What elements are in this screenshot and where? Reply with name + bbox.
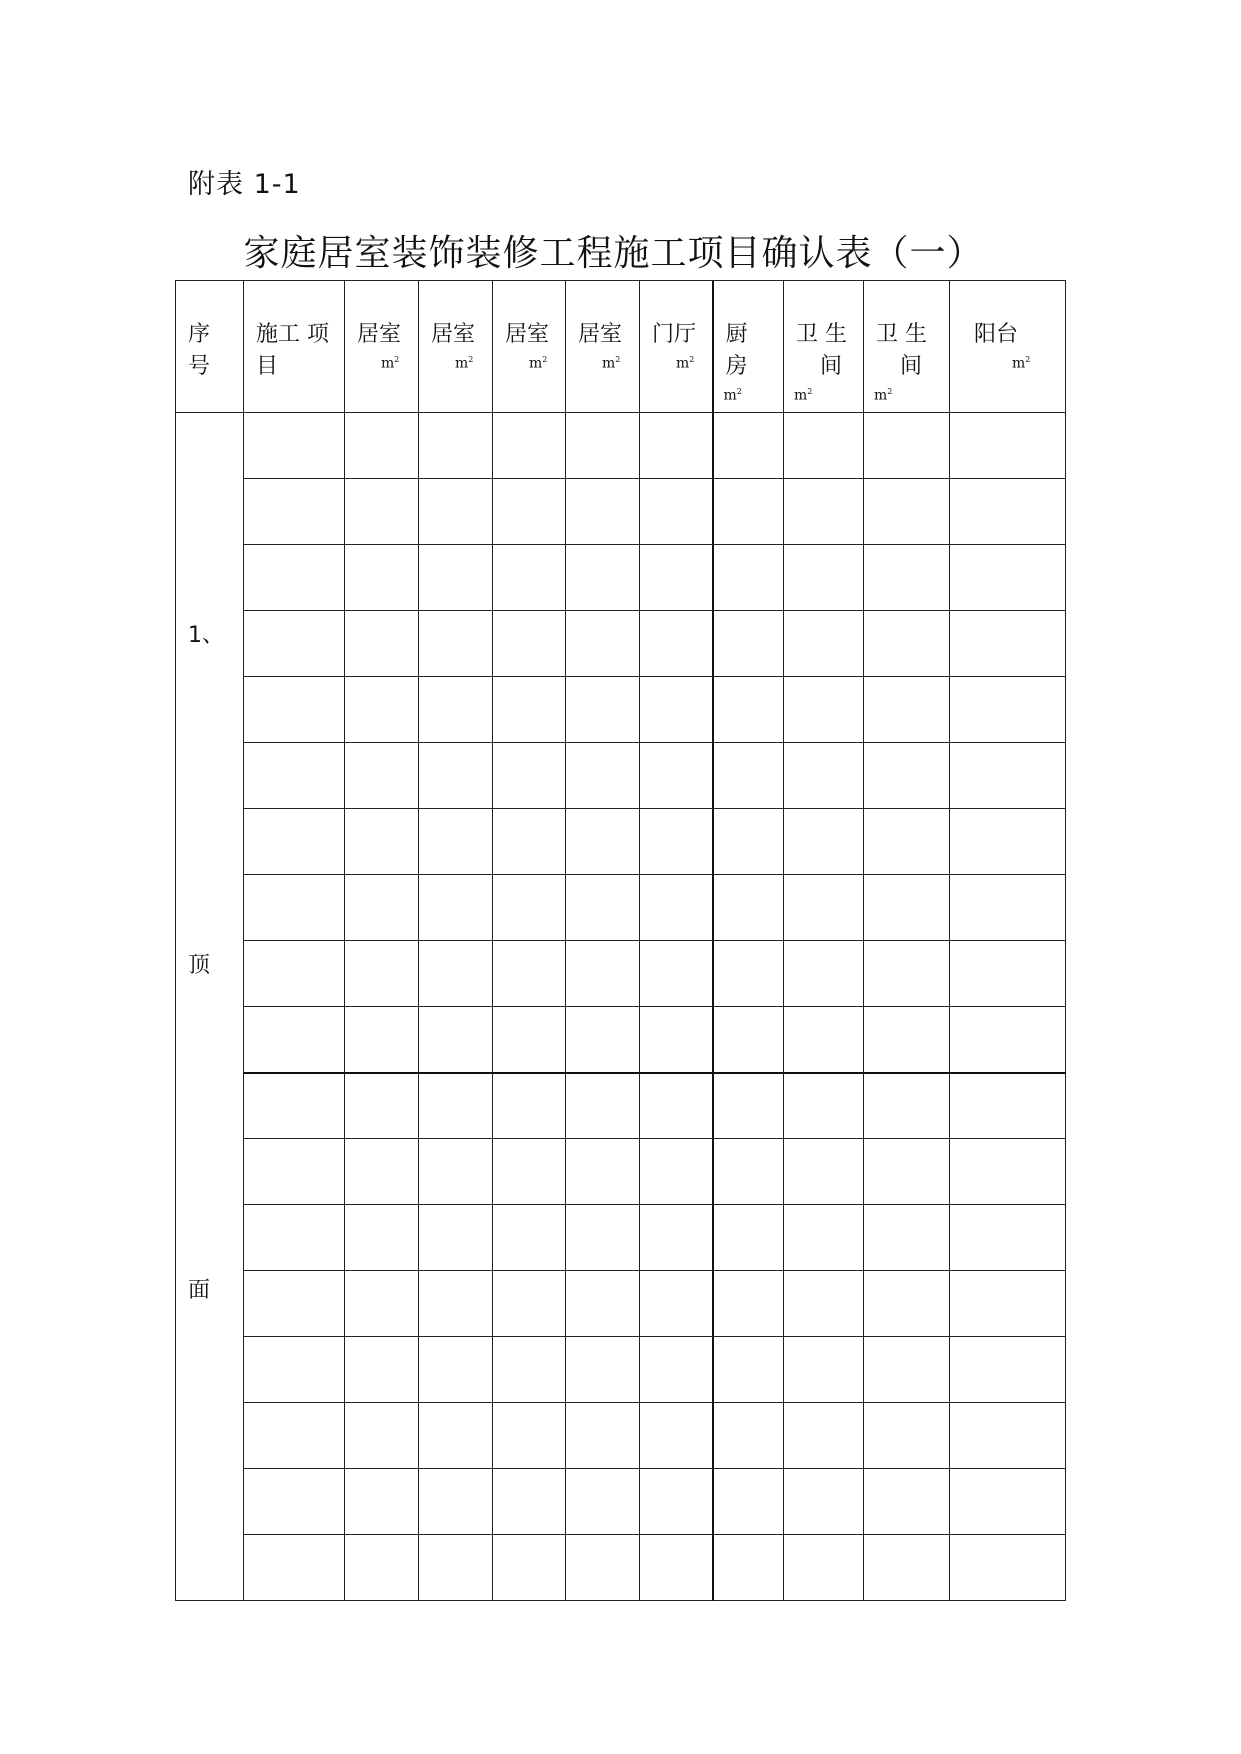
quantity-cell[interactable] [864, 1337, 950, 1403]
quantity-cell[interactable] [784, 875, 864, 941]
quantity-cell[interactable] [784, 1139, 864, 1205]
quantity-cell[interactable] [784, 809, 864, 875]
item-cell[interactable] [244, 941, 345, 1007]
quantity-cell[interactable] [640, 545, 713, 611]
quantity-cell[interactable] [640, 611, 713, 677]
quantity-cell[interactable] [864, 1139, 950, 1205]
table-row [176, 1073, 1066, 1139]
confirmation-table [175, 280, 1066, 1601]
quantity-cell[interactable] [950, 1139, 1066, 1205]
quantity-cell[interactable] [713, 479, 784, 545]
quantity-cell[interactable] [713, 1469, 784, 1535]
quantity-cell[interactable] [345, 1271, 419, 1337]
quantity-cell[interactable] [345, 875, 419, 941]
quantity-cell[interactable] [713, 1337, 784, 1403]
table-row [176, 1271, 1066, 1337]
quantity-cell[interactable] [864, 479, 950, 545]
quantity-cell[interactable] [640, 1007, 713, 1073]
quantity-cell[interactable] [493, 479, 566, 545]
quantity-cell[interactable] [864, 1205, 950, 1271]
quantity-cell[interactable] [864, 941, 950, 1007]
quantity-cell[interactable] [950, 1469, 1066, 1535]
item-cell[interactable] [244, 1205, 345, 1271]
quantity-cell[interactable] [713, 1271, 784, 1337]
table-row [176, 1535, 1066, 1601]
quantity-cell[interactable] [950, 413, 1066, 479]
table-row [176, 1139, 1066, 1205]
quantity-cell[interactable] [419, 1337, 493, 1403]
page-title [0, 225, 1241, 276]
quantity-cell[interactable] [345, 413, 419, 479]
quantity-cell[interactable] [419, 1403, 493, 1469]
quantity-cell[interactable] [493, 875, 566, 941]
quantity-cell[interactable] [640, 1271, 713, 1337]
quantity-cell[interactable] [345, 1337, 419, 1403]
quantity-cell[interactable] [713, 875, 784, 941]
item-cell[interactable] [244, 743, 345, 809]
item-cell[interactable] [244, 1469, 345, 1535]
header-balcony: 阳台 $m^2$ [950, 281, 1066, 413]
quantity-cell[interactable] [950, 1337, 1066, 1403]
quantity-cell[interactable] [345, 743, 419, 809]
quantity-cell[interactable] [419, 1073, 493, 1139]
section-char-2: 面 [188, 1278, 211, 1303]
unit-label: $m^2$ [455, 355, 474, 372]
quantity-cell[interactable] [566, 1205, 640, 1271]
appendix-label: 附表 1-1 [188, 169, 301, 200]
quantity-cell[interactable] [640, 875, 713, 941]
quantity-cell[interactable] [864, 1271, 950, 1337]
quantity-cell[interactable] [566, 611, 640, 677]
table-row [176, 1337, 1066, 1403]
quantity-cell[interactable] [784, 413, 864, 479]
item-cell[interactable] [244, 1535, 345, 1601]
quantity-cell[interactable] [864, 1403, 950, 1469]
quantity-cell[interactable] [640, 1403, 713, 1469]
quantity-cell[interactable] [566, 809, 640, 875]
quantity-cell[interactable] [566, 1139, 640, 1205]
header-room-2: 居室 $m^2$ [419, 281, 493, 413]
quantity-cell[interactable] [419, 743, 493, 809]
quantity-cell[interactable] [345, 479, 419, 545]
item-cell[interactable] [244, 545, 345, 611]
unit-label: $m^2$ [794, 387, 813, 404]
quantity-cell[interactable] [640, 1337, 713, 1403]
quantity-cell[interactable] [950, 1205, 1066, 1271]
quantity-cell[interactable] [345, 611, 419, 677]
quantity-cell[interactable] [950, 941, 1066, 1007]
table-row [176, 545, 1066, 611]
quantity-cell[interactable] [950, 875, 1066, 941]
quantity-cell[interactable] [419, 1205, 493, 1271]
unit-label: $m^2$ [529, 355, 548, 372]
quantity-cell[interactable] [493, 1469, 566, 1535]
table-row [176, 413, 1066, 479]
quantity-cell[interactable] [713, 1007, 784, 1073]
quantity-cell[interactable] [784, 479, 864, 545]
quantity-cell[interactable] [713, 743, 784, 809]
quantity-cell[interactable] [713, 545, 784, 611]
header-bathroom-1: 卫 生 间 $m^2$ [784, 281, 864, 413]
quantity-cell[interactable] [345, 1073, 419, 1139]
quantity-cell[interactable] [784, 941, 864, 1007]
table-row [176, 875, 1066, 941]
quantity-cell[interactable] [419, 413, 493, 479]
quantity-cell[interactable] [566, 941, 640, 1007]
unit-label: $m^2$ [1012, 355, 1031, 372]
quantity-cell[interactable] [493, 1403, 566, 1469]
quantity-cell[interactable] [566, 1007, 640, 1073]
quantity-cell[interactable] [419, 545, 493, 611]
header-seq: 序 号 [176, 281, 244, 413]
quantity-cell[interactable] [640, 479, 713, 545]
quantity-cell[interactable] [713, 1403, 784, 1469]
quantity-cell[interactable] [864, 611, 950, 677]
table-row [176, 1469, 1066, 1535]
quantity-cell[interactable] [713, 941, 784, 1007]
item-cell[interactable] [244, 479, 345, 545]
quantity-cell[interactable] [493, 677, 566, 743]
item-cell[interactable] [244, 1007, 345, 1073]
section-number: 1、 [188, 623, 224, 648]
table-row [176, 809, 1066, 875]
header-row [176, 281, 1066, 413]
quantity-cell[interactable] [566, 1469, 640, 1535]
item-cell[interactable] [244, 611, 345, 677]
quantity-cell[interactable] [640, 1535, 713, 1601]
quantity-cell[interactable] [950, 1271, 1066, 1337]
quantity-cell[interactable] [784, 1007, 864, 1073]
header-hall: 门厅 $m^2$ [640, 281, 713, 413]
header-bathroom-2: 卫 生 间 $m^2$ [864, 281, 950, 413]
quantity-cell[interactable] [950, 743, 1066, 809]
table-row [176, 743, 1066, 809]
quantity-cell[interactable] [493, 413, 566, 479]
quantity-cell[interactable] [493, 611, 566, 677]
quantity-cell[interactable] [784, 1073, 864, 1139]
quantity-cell[interactable] [566, 413, 640, 479]
quantity-cell[interactable] [713, 1073, 784, 1139]
quantity-cell[interactable] [950, 677, 1066, 743]
quantity-cell[interactable] [566, 1271, 640, 1337]
quantity-cell[interactable] [566, 743, 640, 809]
quantity-cell[interactable] [950, 809, 1066, 875]
quantity-cell[interactable] [419, 1469, 493, 1535]
quantity-cell[interactable] [713, 1535, 784, 1601]
quantity-cell[interactable] [864, 1535, 950, 1601]
quantity-cell[interactable] [566, 875, 640, 941]
quantity-cell[interactable] [784, 1271, 864, 1337]
quantity-cell[interactable] [713, 677, 784, 743]
quantity-cell[interactable] [419, 479, 493, 545]
quantity-cell[interactable] [950, 545, 1066, 611]
quantity-cell[interactable] [419, 1139, 493, 1205]
quantity-cell[interactable] [640, 1469, 713, 1535]
quantity-cell[interactable] [784, 545, 864, 611]
quantity-cell[interactable] [566, 1535, 640, 1601]
header-kitchen: 厨 房 $m^2$ [713, 281, 784, 413]
item-cell[interactable] [244, 875, 345, 941]
quantity-cell[interactable] [493, 1139, 566, 1205]
quantity-cell[interactable] [640, 1205, 713, 1271]
quantity-cell[interactable] [784, 1469, 864, 1535]
quantity-cell[interactable] [493, 1271, 566, 1337]
table-row [176, 1403, 1066, 1469]
quantity-cell[interactable] [566, 1073, 640, 1139]
unit-label: $m^2$ [723, 387, 742, 404]
quantity-cell[interactable] [950, 1535, 1066, 1601]
unit-label: $m^2$ [874, 387, 893, 404]
quantity-cell[interactable] [419, 875, 493, 941]
quantity-cell[interactable] [950, 1403, 1066, 1469]
header-room-4: 居室 $m^2$ [566, 281, 640, 413]
table-row [176, 479, 1066, 545]
quantity-cell[interactable] [950, 611, 1066, 677]
quantity-cell[interactable] [640, 941, 713, 1007]
header-item: 施工 项 目 [244, 281, 345, 413]
quantity-cell[interactable] [493, 1337, 566, 1403]
quantity-cell[interactable] [640, 677, 713, 743]
quantity-cell[interactable] [784, 1205, 864, 1271]
header-room-3: 居室 $m^2$ [493, 281, 566, 413]
item-cell[interactable] [244, 809, 345, 875]
quantity-cell[interactable] [784, 1337, 864, 1403]
item-cell[interactable] [244, 1271, 345, 1337]
quantity-cell[interactable] [640, 809, 713, 875]
quantity-cell[interactable] [493, 1073, 566, 1139]
quantity-cell[interactable] [419, 941, 493, 1007]
quantity-cell[interactable] [419, 809, 493, 875]
quantity-cell[interactable] [345, 809, 419, 875]
quantity-cell[interactable] [493, 809, 566, 875]
quantity-cell[interactable] [345, 1535, 419, 1601]
quantity-cell[interactable] [345, 1007, 419, 1073]
quantity-cell[interactable] [419, 677, 493, 743]
quantity-cell[interactable] [864, 1073, 950, 1139]
quantity-cell[interactable] [864, 677, 950, 743]
quantity-cell[interactable] [493, 1205, 566, 1271]
quantity-cell[interactable] [864, 1469, 950, 1535]
quantity-cell[interactable] [640, 413, 713, 479]
quantity-cell[interactable] [345, 545, 419, 611]
quantity-cell[interactable] [493, 743, 566, 809]
table-row [176, 611, 1066, 677]
quantity-cell[interactable] [345, 941, 419, 1007]
quantity-cell[interactable] [864, 875, 950, 941]
quantity-cell[interactable] [419, 1007, 493, 1073]
unit-label: $m^2$ [676, 355, 695, 372]
quantity-cell[interactable] [345, 1139, 419, 1205]
quantity-cell[interactable] [713, 1205, 784, 1271]
table-row [176, 941, 1066, 1007]
quantity-cell[interactable] [950, 1007, 1066, 1073]
quantity-cell[interactable] [566, 1337, 640, 1403]
table-row [176, 677, 1066, 743]
quantity-cell[interactable] [566, 1403, 640, 1469]
item-cell[interactable] [244, 1403, 345, 1469]
quantity-cell[interactable] [784, 677, 864, 743]
quantity-cell[interactable] [493, 941, 566, 1007]
quantity-cell[interactable] [493, 545, 566, 611]
quantity-cell[interactable] [345, 1205, 419, 1271]
quantity-cell[interactable] [950, 1073, 1066, 1139]
quantity-cell[interactable] [950, 479, 1066, 545]
section-char-1: 顶 [188, 953, 211, 978]
quantity-cell[interactable] [566, 545, 640, 611]
unit-label: $m^2$ [381, 355, 400, 372]
quantity-cell[interactable] [713, 809, 784, 875]
quantity-cell[interactable] [784, 611, 864, 677]
quantity-cell[interactable] [640, 1073, 713, 1139]
quantity-cell[interactable] [864, 545, 950, 611]
quantity-cell[interactable] [640, 743, 713, 809]
quantity-cell[interactable] [493, 1007, 566, 1073]
item-cell[interactable] [244, 677, 345, 743]
quantity-cell[interactable] [345, 677, 419, 743]
item-cell[interactable] [244, 1073, 345, 1139]
quantity-cell[interactable] [345, 1403, 419, 1469]
quantity-cell[interactable] [345, 1469, 419, 1535]
item-cell[interactable] [244, 413, 345, 479]
item-cell[interactable] [244, 1139, 345, 1205]
quantity-cell[interactable] [784, 743, 864, 809]
header-room-1: 居室 $m^2$ [345, 281, 419, 413]
title-text: 家庭居室装饰装修工程施工项目确认表（一） [243, 233, 984, 274]
quantity-cell[interactable] [864, 743, 950, 809]
quantity-cell[interactable] [419, 611, 493, 677]
quantity-cell[interactable] [713, 413, 784, 479]
quantity-cell[interactable] [419, 1271, 493, 1337]
quantity-cell[interactable] [713, 611, 784, 677]
quantity-cell[interactable] [864, 1007, 950, 1073]
quantity-cell[interactable] [864, 413, 950, 479]
table-row [176, 1007, 1066, 1073]
quantity-cell[interactable] [419, 1535, 493, 1601]
quantity-cell[interactable] [493, 1535, 566, 1601]
quantity-cell[interactable] [640, 1139, 713, 1205]
quantity-cell[interactable] [864, 809, 950, 875]
quantity-cell[interactable] [713, 1139, 784, 1205]
item-cell[interactable] [244, 1337, 345, 1403]
quantity-cell[interactable] [784, 1403, 864, 1469]
quantity-cell[interactable] [566, 677, 640, 743]
quantity-cell[interactable] [784, 1535, 864, 1601]
unit-label: $m^2$ [602, 355, 621, 372]
table-row [176, 1205, 1066, 1271]
quantity-cell[interactable] [566, 479, 640, 545]
section-label-cell [176, 413, 244, 1601]
